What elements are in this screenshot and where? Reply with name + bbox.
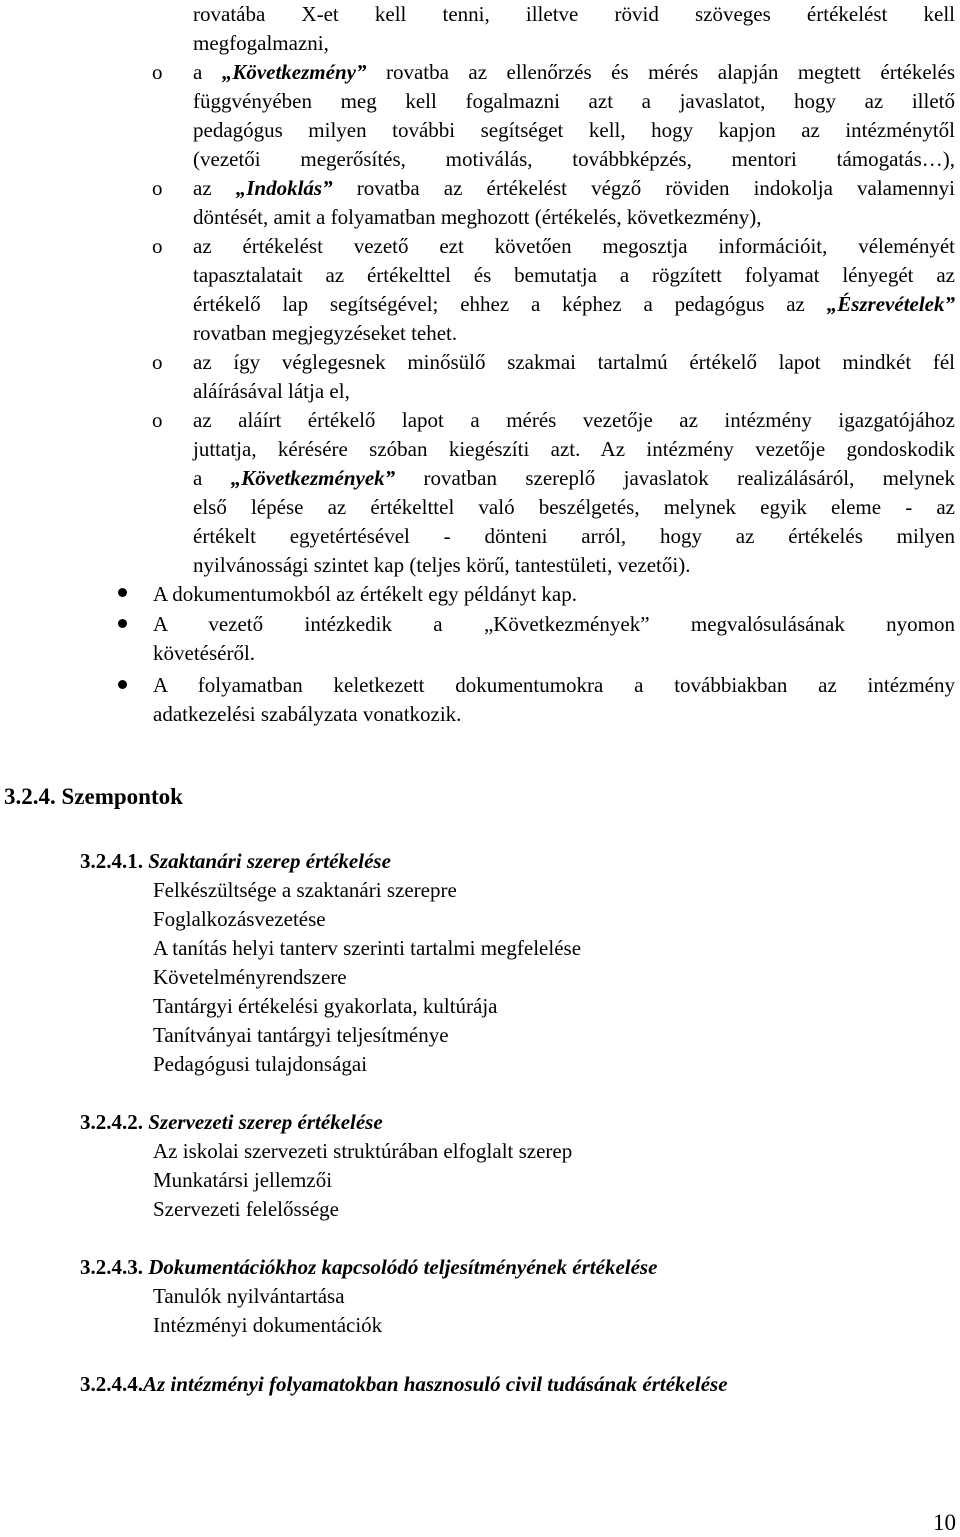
sub-item-3-line-2: tapasztalatait az értékelttel és bemutatja a rögzített folyamat lényegét az [193, 263, 955, 287]
sub-item-4-line-2: aláírásával látja el, [193, 379, 350, 403]
list-item: Munkatársi jellemzői [153, 1168, 333, 1192]
bullet-2-line-1: A vezető intézkedik a „Következmények” megvalósulásának nyomon [153, 612, 955, 636]
bullet-2-line-2: követéséről. [153, 641, 256, 665]
section-heading: 3.2.4. Szempontok [4, 784, 183, 809]
sub-item-2-line-1: az „Indoklás” rovatba az értékelést végző röviden indokolja valamennyi [193, 176, 955, 200]
sub-item-5-line-5: értékelt egyetértésével - dönteni arról, hogy az értékelés milyen [193, 524, 955, 548]
sub-item-1-line-3: pedagógus milyen további segítséget kell, hogy kapjon az intézménytől [193, 118, 955, 142]
bullet-3-line-2: adatkezelési szabályzata vonatkozik. [153, 702, 462, 726]
sub-item-1-line-1: a „Következmény” rovatba az ellenőrzés és mérés alapján megtett értékelés [193, 60, 956, 84]
list-item: Szervezeti felelőssége [153, 1197, 339, 1221]
subsection-4-heading: 3.2.4.4.Az intézményi folyamatokban hasznosuló civil tudásának értékelése [80, 1372, 728, 1396]
sub-item-3-line-3: értékelő lap segítségével; ehhez a képhez a pedagógus az „Észrevételek” [193, 292, 955, 316]
sub-item-3-line-4: rovatban megjegyzéseket tehet. [193, 321, 458, 345]
list-item: Pedagógusi tulajdonságai [153, 1052, 368, 1076]
list-item: Intézményi dokumentációk [153, 1313, 383, 1337]
sub-item-5-line-6: nyilvánossági szintet kap (teljes körű, tantestületi, vezetői). [193, 553, 691, 577]
sub-item-1-line-4: (vezetői megerősítés, motiválás, továbbképzés, mentori támogatás…), [193, 147, 955, 171]
sub-item-marker: o [152, 350, 163, 374]
sub-item-1-line-2: függvényében meg kell fogalmazni azt a javaslatot, hogy az illető [193, 89, 955, 113]
list-item: Tanulók nyilvántartása [153, 1284, 345, 1308]
subsection-1-heading: 3.2.4.1. Szaktanári szerep értékelése [80, 849, 391, 873]
bullet-3-line-1: A folyamatban keletkezett dokumentumokra a továbbiakban az intézmény [153, 673, 955, 697]
sub-item-3-line-1: az értékelést vezető ezt követően megosztja információit, véleményét [193, 234, 955, 258]
sub-item-2-line-2: döntését, amit a folyamatban meghozott (értékelés, következmény), [193, 205, 762, 229]
page-number: 10 [933, 1510, 956, 1535]
list-item: Követelményrendszere [153, 965, 347, 989]
subsection-2-heading: 3.2.4.2. Szervezeti szerep értékelése [80, 1110, 383, 1134]
sub-item-marker: o [152, 408, 163, 432]
sub-item-marker: o [152, 234, 163, 258]
list-item: Tanítványai tantárgyi teljesítménye [153, 1023, 449, 1047]
bullet-icon [118, 680, 132, 694]
sub-item-marker: o [152, 176, 163, 200]
list-item: Tantárgyi értékelési gyakorlata, kultúrája [153, 994, 498, 1018]
continuation-line-2: megfogalmazni, [193, 31, 329, 55]
list-item: Az iskolai szervezeti struktúrában elfoglalt szerep [153, 1139, 573, 1163]
list-item: Foglalkozásvezetése [153, 907, 326, 931]
list-item: A tanítás helyi tanterv szerinti tartalmi megfelelése [153, 936, 582, 960]
sub-item-5-line-2: juttatja, kérésére szóban kiegészíti azt. Az intézmény vezetője gondoskodik [193, 437, 955, 461]
sub-item-4-line-1: az így véglegesnek minősülő szakmai tartalmú értékelő lapot mindkét fél [193, 350, 955, 374]
list-item: Felkészültsége a szaktanári szerepre [153, 878, 457, 902]
sub-item-5-line-1: az aláírt értékelő lapot a mérés vezetője az intézmény igazgatójához [193, 408, 955, 432]
sub-item-marker: o [152, 60, 163, 84]
sub-item-5-line-4: első lépése az értékelttel való beszélgetés, melynek egyik eleme - az [193, 495, 955, 519]
bullet-icon [118, 619, 132, 633]
subsection-3-heading: 3.2.4.3. Dokumentációkhoz kapcsolódó teljesítményének értékelése [80, 1255, 658, 1279]
sub-item-5-line-3: a „Következmények” rovatban szereplő javaslatok realizálásáról, melynek [193, 466, 955, 490]
bullet-1-line-1: A dokumentumokból az értékelt egy példányt kap. [153, 582, 577, 606]
continuation-line-1: rovatába X-et kell tenni, illetve rövid szöveges értékelést kell [193, 2, 955, 26]
bullet-icon [118, 588, 132, 602]
